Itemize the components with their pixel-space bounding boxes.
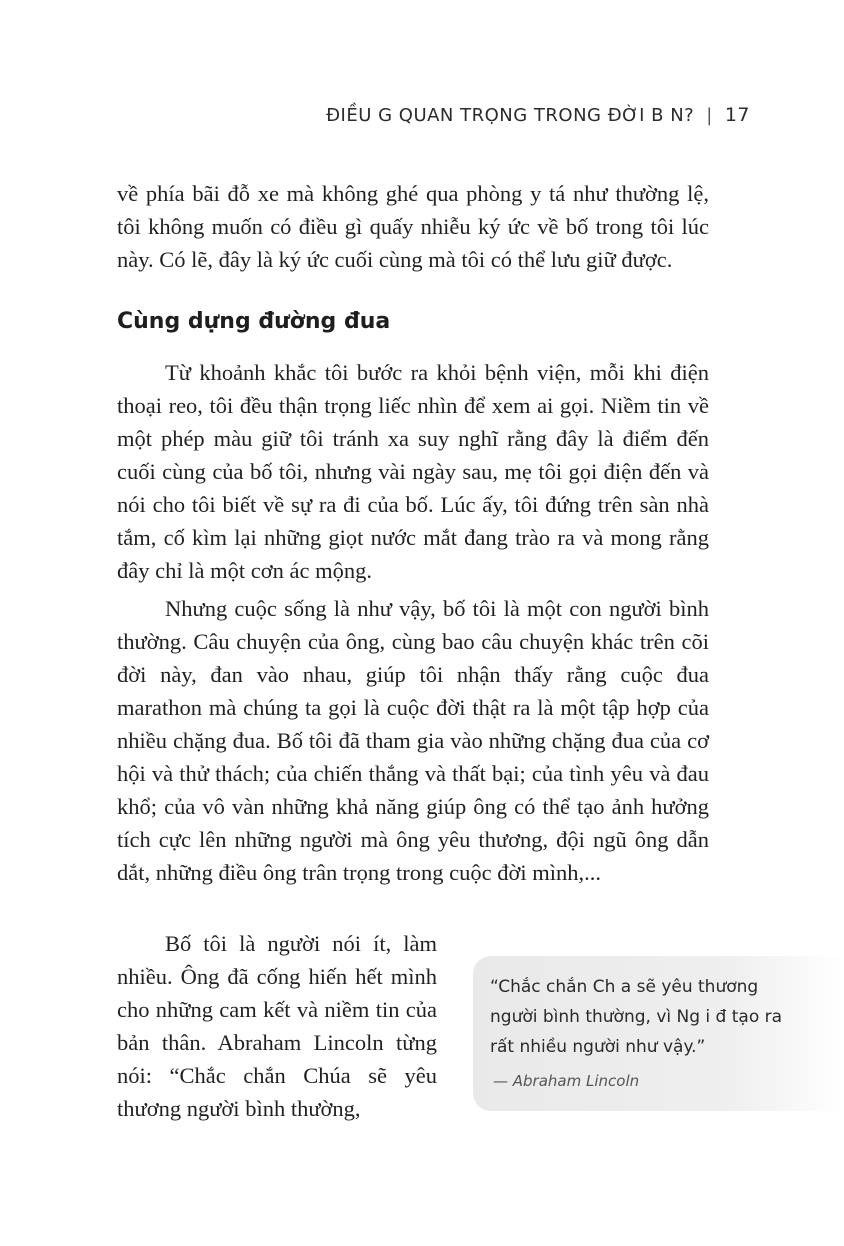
- page-number: 17: [724, 104, 750, 126]
- pull-quote-text: “Chắc chắn Ch a sẽ yêu thương người bình thường, vì Ng i đ tạo ra rất nhiều người như vậy.”: [490, 977, 783, 1057]
- paragraph-continuation: về phía bãi đỗ xe mà không ghé qua phòng y tá như thường lệ, tôi không muốn có điều gì quấy nhiễu ký ức về bố trong tôi lúc này. Có lẽ, đây là ký ức cuối cùng mà tôi có thể lưu giữ được.: [117, 181, 709, 272]
- paragraph-lincoln: Bố tôi là người nói ít, làm nhiều. Ông đã cống hiến hết mình cho những cam kết và niềm tin của bản thân. Abraham Lincoln từng nói: “Chắc chắn Chúa sẽ yêu thương người bình thường,: [117, 931, 437, 1121]
- running-head-title: ĐIỀU G QUAN TRỌNG TRONG ĐỜI B N?: [326, 105, 695, 126]
- pull-quote-author: — Abraham Lincoln: [493, 1072, 640, 1090]
- section-heading: Cùng dựng đường đua: [117, 309, 391, 334]
- running-head: [0, 104, 750, 126]
- running-head-separator: |: [706, 105, 713, 126]
- paragraph-hospital: Từ khoảnh khắc tôi bước ra khỏi bệnh viện, mỗi khi điện thoại reo, tôi đều thận trọng liếc nhìn để xem ai gọi. Niềm tin về một phép màu giữ tôi tránh xa suy nghĩ rằng đây là điểm đến cuối cùng của bố tôi, nhưng vài ngày sau, mẹ tôi gọi điện đến và nói cho tôi biết về sự ra đi của bố. Lúc ấy, tôi đứng trên sàn nhà tắm, cố kìm lại những giọt nước mắt đang trào ra và mong rằng đây chỉ là một cơn ác mộng.: [117, 360, 709, 583]
- pull-quote-box: [473, 956, 844, 1111]
- paragraph-marathon: Nhưng cuộc sống là như vậy, bố tôi là một con người bình thường. Câu chuyện của ông, cùng bao câu chuyện khác trên cõi đời này, đan vào nhau, giúp tôi nhận thấy rằng cuộc đua marathon mà chúng ta gọi là cuộc đời thật ra là một tập hợp của nhiều chặng đua. Bố tôi đã tham gia vào những chặng đua của cơ hội và thử thách; của chiến thắng và thất bại; của tình yêu và đau khổ; của vô vàn những khả năng giúp ông có thể tạo ảnh hưởng tích cực lên những người mà ông yêu thương, đội ngũ ông dẫn dắt, những điều ông trân trọng trong cuộc đời mình,...: [117, 596, 709, 885]
